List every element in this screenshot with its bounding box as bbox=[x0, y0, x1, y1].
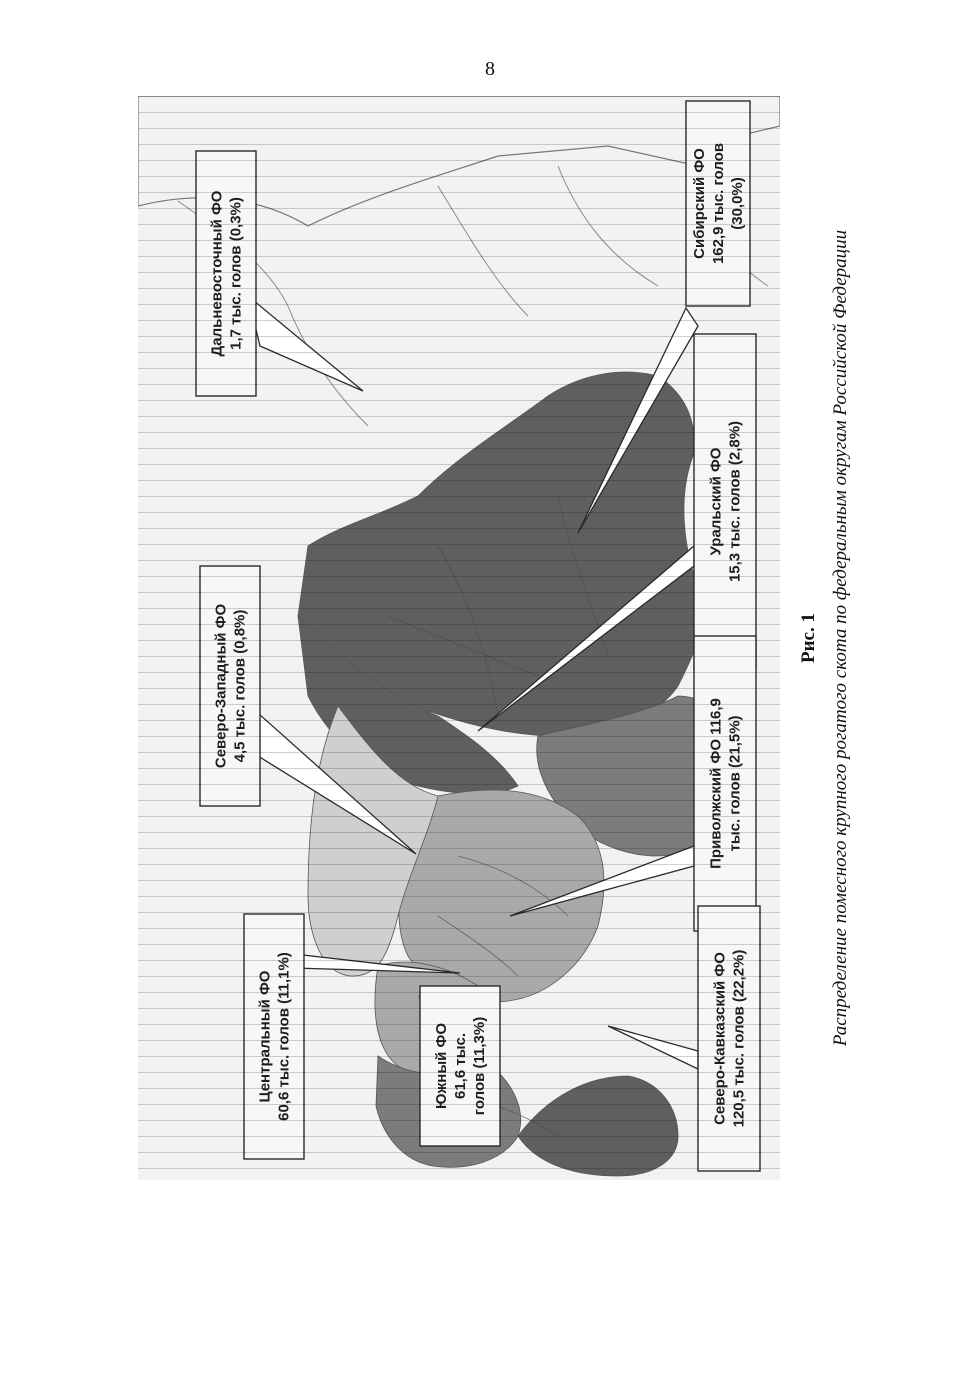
page-number: 8 bbox=[485, 58, 495, 80]
federal-districts-map bbox=[138, 96, 780, 1180]
figure-caption: Распределение помесного крупного рогатого скота по федеральным округам Российской Федерации bbox=[830, 229, 851, 1047]
map-figure bbox=[138, 96, 780, 1180]
figure-label: Рис. 1 bbox=[798, 613, 819, 663]
figure-caption-rotated bbox=[798, 98, 852, 1178]
figure-caption-area bbox=[790, 96, 860, 1180]
scan-lines bbox=[138, 96, 780, 1180]
